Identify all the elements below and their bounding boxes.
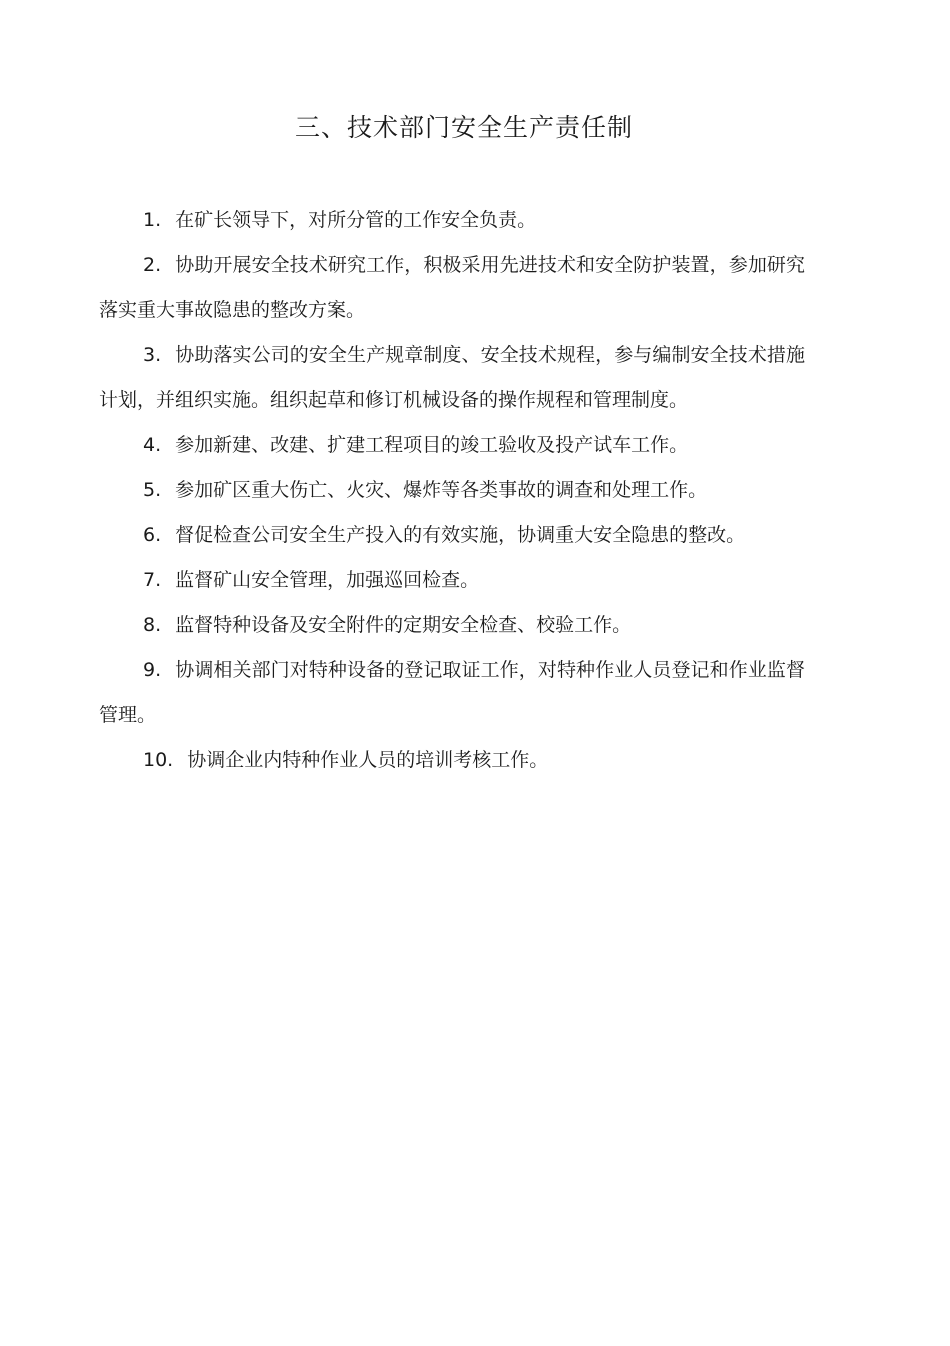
- list-item: [99, 468, 805, 513]
- list-item: [99, 558, 805, 603]
- item-number: 10.: [143, 749, 174, 771]
- document-title: 三、技术部门安全生产责任制: [294, 113, 633, 142]
- item-text: 协调企业内特种作业人员的培训考核工作。: [187, 749, 549, 771]
- item-text: 协助开展安全技术研究工作，积极采用先进技术和安全防护装置，参加研究落实重大事故隐患的整改方案。: [99, 254, 805, 321]
- item-number: 5.: [143, 479, 162, 501]
- list-item: [99, 513, 805, 558]
- list-item: [99, 198, 805, 243]
- item-text: 协助落实公司的安全生产规章制度、安全技术规程，参与编制安全技术措施计划，并组织实施。组织起草和修订机械设备的操作规程和管理制度。: [99, 344, 805, 411]
- list-item: [99, 333, 805, 423]
- item-number: 6.: [143, 524, 162, 546]
- item-text: 参加新建、改建、扩建工程项目的竣工验收及投产试车工作。: [175, 434, 689, 456]
- item-number: 2.: [143, 254, 162, 276]
- list-item: [99, 603, 805, 648]
- item-text: 协调相关部门对特种设备的登记取证工作，对特种作业人员登记和作业监督管理。: [99, 659, 805, 726]
- list-item: [99, 648, 805, 738]
- item-text: 督促检查公司安全生产投入的有效实施，协调重大安全隐患的整改。: [175, 524, 746, 546]
- list-item: [99, 243, 805, 333]
- item-number: 3.: [143, 344, 162, 366]
- item-number: 4.: [143, 434, 162, 456]
- list-item: [99, 738, 805, 783]
- item-number: 1.: [143, 209, 162, 231]
- item-number: 9.: [143, 659, 162, 681]
- item-number: 7.: [143, 569, 162, 591]
- item-text: 监督矿山安全管理，加强巡回检查。: [175, 569, 480, 591]
- item-text: 监督特种设备及安全附件的定期安全检查、校验工作。: [175, 614, 632, 636]
- item-number: 8.: [143, 614, 162, 636]
- item-text: 参加矿区重大伤亡、火灾、爆炸等各类事故的调查和处理工作。: [175, 479, 708, 501]
- item-text: 在矿长领导下，对所分管的工作安全负责。: [175, 209, 537, 231]
- list-item: [99, 423, 805, 468]
- responsibility-list: [99, 198, 805, 783]
